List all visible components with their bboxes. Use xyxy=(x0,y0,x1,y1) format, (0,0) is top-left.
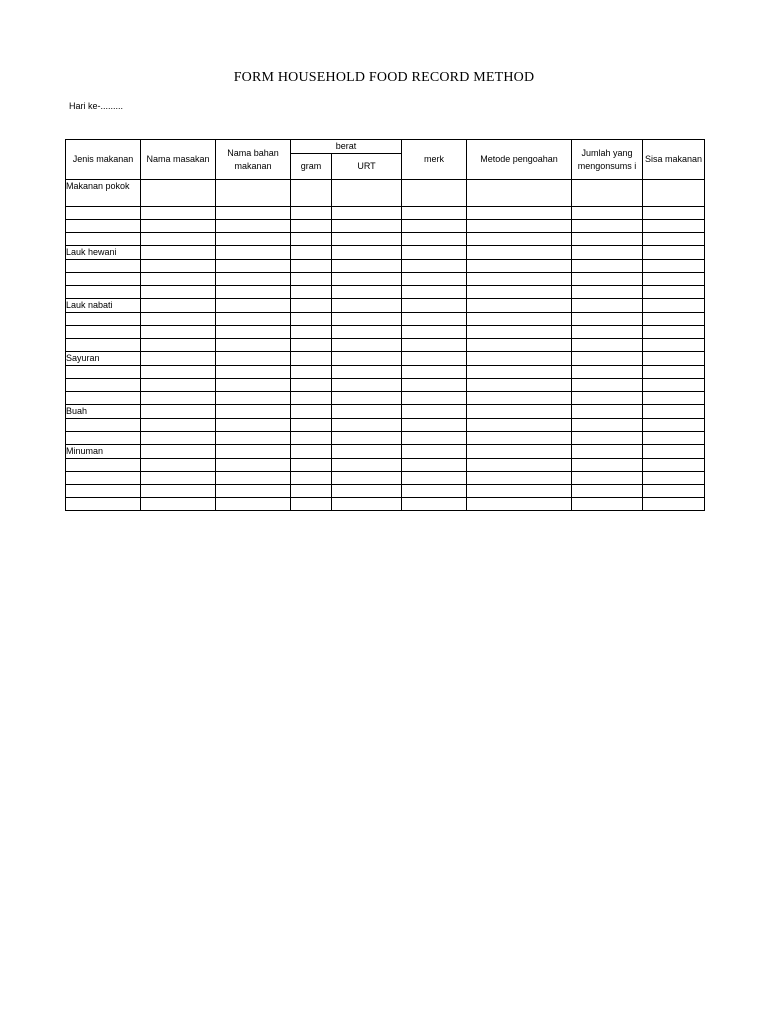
table-cell xyxy=(141,405,216,419)
table-cell xyxy=(66,366,141,379)
table-cell xyxy=(572,326,643,339)
table-row xyxy=(66,339,705,352)
table-cell xyxy=(332,286,402,299)
table-cell xyxy=(291,405,332,419)
table-cell xyxy=(402,498,467,511)
table-cell xyxy=(141,459,216,472)
table-cell xyxy=(66,339,141,352)
category-row-lauk-hewani xyxy=(66,246,705,260)
table-cell xyxy=(291,352,332,366)
table-cell xyxy=(402,405,467,419)
table-cell xyxy=(332,392,402,405)
table-cell xyxy=(66,220,141,233)
table-cell xyxy=(572,498,643,511)
table-cell xyxy=(332,313,402,326)
table-cell xyxy=(216,299,291,313)
table-cell xyxy=(141,379,216,392)
table-row xyxy=(66,273,705,286)
table-cell xyxy=(643,472,705,485)
table-cell xyxy=(572,313,643,326)
table-cell xyxy=(402,339,467,352)
header-sisa-makanan: Sisa makanan xyxy=(643,140,705,180)
table-cell xyxy=(332,326,402,339)
table-cell xyxy=(66,432,141,445)
table-cell xyxy=(467,339,572,352)
table-cell xyxy=(216,207,291,220)
table-cell xyxy=(216,472,291,485)
table-cell xyxy=(643,180,705,207)
table-row xyxy=(66,472,705,485)
header-jumlah-dikonsumsi: Jumlah yang mengonsums i xyxy=(572,140,643,180)
table-cell xyxy=(572,485,643,498)
table-cell xyxy=(402,459,467,472)
table-cell xyxy=(402,352,467,366)
table-cell xyxy=(402,326,467,339)
table-cell xyxy=(216,366,291,379)
table-cell xyxy=(643,352,705,366)
category-row-lauk-nabati xyxy=(66,299,705,313)
category-label-makanan-pokok: Makanan pokok xyxy=(66,180,141,207)
table-cell xyxy=(467,459,572,472)
table-row xyxy=(66,366,705,379)
table-cell xyxy=(216,379,291,392)
table-cell xyxy=(572,220,643,233)
table-cell xyxy=(141,432,216,445)
table-cell xyxy=(332,498,402,511)
table-cell xyxy=(216,246,291,260)
table-cell xyxy=(141,419,216,432)
table-row xyxy=(66,459,705,472)
table-cell xyxy=(572,273,643,286)
table-cell xyxy=(467,260,572,273)
table-cell xyxy=(467,419,572,432)
table-cell xyxy=(141,366,216,379)
table-cell xyxy=(467,299,572,313)
table-cell xyxy=(141,246,216,260)
table-row xyxy=(66,286,705,299)
table-cell xyxy=(291,233,332,246)
table-cell xyxy=(291,273,332,286)
table-cell xyxy=(141,273,216,286)
table-cell xyxy=(66,485,141,498)
table-cell xyxy=(572,445,643,459)
table-cell xyxy=(332,485,402,498)
table-cell xyxy=(66,260,141,273)
table-cell xyxy=(643,313,705,326)
category-label-lauk-nabati: Lauk nabati xyxy=(66,299,141,313)
table-cell xyxy=(291,498,332,511)
table-cell xyxy=(402,299,467,313)
table-cell xyxy=(643,498,705,511)
table-cell xyxy=(332,299,402,313)
table-cell xyxy=(572,339,643,352)
table-cell xyxy=(216,326,291,339)
table-cell xyxy=(467,207,572,220)
table-cell xyxy=(66,392,141,405)
table-cell xyxy=(402,432,467,445)
table-cell xyxy=(141,233,216,246)
table-cell xyxy=(643,459,705,472)
table-cell xyxy=(141,326,216,339)
table-cell xyxy=(643,432,705,445)
table-row xyxy=(66,260,705,273)
table-cell xyxy=(216,445,291,459)
table-cell xyxy=(402,445,467,459)
table-cell xyxy=(332,220,402,233)
table-cell xyxy=(291,392,332,405)
table-cell xyxy=(216,286,291,299)
table-cell xyxy=(467,273,572,286)
table-cell xyxy=(291,260,332,273)
table-cell xyxy=(332,445,402,459)
table-cell xyxy=(291,180,332,207)
table-cell xyxy=(216,419,291,432)
table-cell xyxy=(467,445,572,459)
table-cell xyxy=(643,246,705,260)
table-cell xyxy=(643,299,705,313)
category-label-minuman: Minuman xyxy=(66,445,141,459)
table-cell xyxy=(141,180,216,207)
table-cell xyxy=(332,260,402,273)
table-cell xyxy=(291,485,332,498)
table-cell xyxy=(467,432,572,445)
table-cell xyxy=(216,405,291,419)
category-row-makanan-pokok xyxy=(66,180,705,207)
table-cell xyxy=(291,432,332,445)
table-cell xyxy=(572,432,643,445)
table-cell xyxy=(141,207,216,220)
table-cell xyxy=(216,313,291,326)
table-cell xyxy=(643,207,705,220)
table-cell xyxy=(572,352,643,366)
table-cell xyxy=(402,273,467,286)
table-cell xyxy=(216,392,291,405)
table-cell xyxy=(332,352,402,366)
table-cell xyxy=(467,180,572,207)
table-cell xyxy=(572,419,643,432)
table-cell xyxy=(216,485,291,498)
table-cell xyxy=(467,313,572,326)
table-cell xyxy=(402,246,467,260)
table-cell xyxy=(332,405,402,419)
table-cell xyxy=(66,233,141,246)
table-cell xyxy=(467,392,572,405)
table-cell xyxy=(141,498,216,511)
table-cell xyxy=(291,207,332,220)
table-cell xyxy=(402,313,467,326)
table-cell xyxy=(467,286,572,299)
table-cell xyxy=(332,246,402,260)
table-cell xyxy=(216,180,291,207)
table-cell xyxy=(216,273,291,286)
table-row xyxy=(66,432,705,445)
table-cell xyxy=(643,405,705,419)
table-cell xyxy=(66,472,141,485)
table-cell xyxy=(643,392,705,405)
table-cell xyxy=(291,472,332,485)
table-cell xyxy=(332,207,402,220)
table-cell xyxy=(572,233,643,246)
table-cell xyxy=(66,326,141,339)
table-cell xyxy=(402,379,467,392)
table-cell xyxy=(643,445,705,459)
table-cell xyxy=(467,220,572,233)
header-nama-masakan: Nama masakan xyxy=(141,140,216,180)
table-cell xyxy=(402,485,467,498)
table-cell xyxy=(66,498,141,511)
table-cell xyxy=(572,405,643,419)
table-cell xyxy=(402,366,467,379)
table-cell xyxy=(332,472,402,485)
table-cell xyxy=(66,273,141,286)
table-cell xyxy=(216,260,291,273)
table-cell xyxy=(467,379,572,392)
table-cell xyxy=(291,459,332,472)
header-urt: URT xyxy=(332,154,402,180)
table-cell xyxy=(643,286,705,299)
day-label: Hari ke-......... xyxy=(69,101,124,111)
table-cell xyxy=(467,472,572,485)
header-merk: merk xyxy=(402,140,467,180)
table-cell xyxy=(467,366,572,379)
table-cell xyxy=(291,299,332,313)
table-cell xyxy=(332,180,402,207)
header-gram: gram xyxy=(291,154,332,180)
category-label-buah: Buah xyxy=(66,405,141,419)
table-cell xyxy=(141,313,216,326)
table-row xyxy=(66,233,705,246)
table-cell xyxy=(66,459,141,472)
header-jenis-makanan: Jenis makanan xyxy=(66,140,141,180)
table-cell xyxy=(141,472,216,485)
table-cell xyxy=(332,273,402,286)
food-record-table xyxy=(65,139,705,511)
header-row-top xyxy=(66,140,705,154)
table-cell xyxy=(572,180,643,207)
table-cell xyxy=(291,339,332,352)
table-cell xyxy=(141,286,216,299)
category-label-lauk-hewani: Lauk hewani xyxy=(66,246,141,260)
table-cell xyxy=(66,313,141,326)
table-row xyxy=(66,313,705,326)
table-cell xyxy=(402,472,467,485)
table-cell xyxy=(402,260,467,273)
table-cell xyxy=(572,366,643,379)
table-cell xyxy=(572,392,643,405)
table-cell xyxy=(216,220,291,233)
table-cell xyxy=(643,273,705,286)
table-cell xyxy=(402,207,467,220)
table-cell xyxy=(643,379,705,392)
header-metode-pengolahan: Metode pengoahan xyxy=(467,140,572,180)
table-cell xyxy=(332,366,402,379)
table-row xyxy=(66,392,705,405)
table-cell xyxy=(291,445,332,459)
table-cell xyxy=(572,286,643,299)
table-cell xyxy=(332,339,402,352)
table-cell xyxy=(467,498,572,511)
table-cell xyxy=(291,313,332,326)
table-cell xyxy=(291,286,332,299)
table-cell xyxy=(643,220,705,233)
table-cell xyxy=(467,246,572,260)
table-cell xyxy=(643,260,705,273)
table-cell xyxy=(216,339,291,352)
table-cell xyxy=(291,220,332,233)
table-cell xyxy=(572,260,643,273)
table-cell xyxy=(66,379,141,392)
table-cell xyxy=(216,352,291,366)
table-cell xyxy=(332,379,402,392)
table-row xyxy=(66,220,705,233)
table-cell xyxy=(141,352,216,366)
table-cell xyxy=(216,498,291,511)
table-cell xyxy=(141,392,216,405)
table-cell xyxy=(467,352,572,366)
table-cell xyxy=(467,233,572,246)
header-nama-bahan-makanan: Nama bahan makanan xyxy=(216,140,291,180)
table-cell xyxy=(402,419,467,432)
table-cell xyxy=(572,472,643,485)
table-cell xyxy=(141,445,216,459)
table-row xyxy=(66,419,705,432)
table-cell xyxy=(291,246,332,260)
table-cell xyxy=(332,459,402,472)
category-row-minuman xyxy=(66,445,705,459)
table-cell xyxy=(643,366,705,379)
table-cell xyxy=(402,392,467,405)
table-cell xyxy=(572,207,643,220)
header-berat: berat xyxy=(291,140,402,154)
table-cell xyxy=(332,432,402,445)
table-cell xyxy=(467,405,572,419)
table-cell xyxy=(643,419,705,432)
table-cell xyxy=(141,299,216,313)
table-row xyxy=(66,326,705,339)
category-row-buah xyxy=(66,405,705,419)
table-cell xyxy=(141,339,216,352)
table-cell xyxy=(291,366,332,379)
table-cell xyxy=(643,326,705,339)
table-cell xyxy=(467,326,572,339)
table-cell xyxy=(291,379,332,392)
table-row xyxy=(66,485,705,498)
table-cell xyxy=(643,339,705,352)
table-cell xyxy=(572,246,643,260)
table-cell xyxy=(216,233,291,246)
table-cell xyxy=(291,326,332,339)
table-cell xyxy=(141,220,216,233)
category-row-sayuran xyxy=(66,352,705,366)
category-label-sayuran: Sayuran xyxy=(66,352,141,366)
table-cell xyxy=(66,286,141,299)
table-cell xyxy=(141,485,216,498)
table-cell xyxy=(332,419,402,432)
table-cell xyxy=(66,419,141,432)
table-cell xyxy=(402,233,467,246)
form-title: FORM HOUSEHOLD FOOD RECORD METHOD xyxy=(233,70,535,85)
table-cell xyxy=(572,379,643,392)
table-cell xyxy=(291,419,332,432)
table-cell xyxy=(572,299,643,313)
table-cell xyxy=(572,459,643,472)
table-row xyxy=(66,207,705,220)
table-cell xyxy=(141,260,216,273)
table-cell xyxy=(643,485,705,498)
table-cell xyxy=(402,220,467,233)
table-cell xyxy=(66,207,141,220)
table-row xyxy=(66,498,705,511)
table-cell xyxy=(216,432,291,445)
table-cell xyxy=(402,180,467,207)
table-cell xyxy=(332,233,402,246)
table-cell xyxy=(467,485,572,498)
table-cell xyxy=(216,459,291,472)
table-cell xyxy=(643,233,705,246)
table-row xyxy=(66,379,705,392)
table-cell xyxy=(402,286,467,299)
